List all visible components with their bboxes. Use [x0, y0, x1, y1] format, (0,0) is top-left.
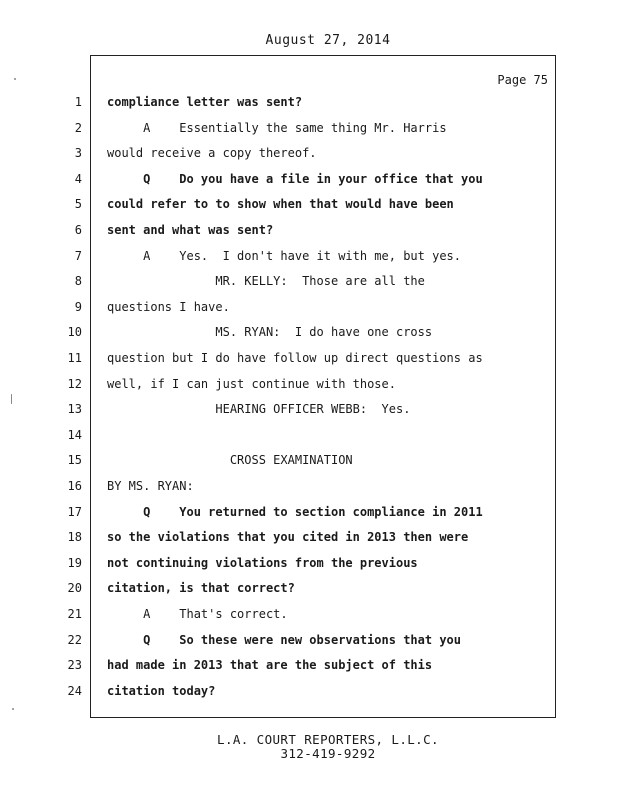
transcript-line: could refer to to show when that would have been — [107, 197, 454, 212]
line-number: 1 — [74, 95, 82, 109]
transcript-line: MS. RYAN: I do have one cross — [107, 325, 433, 340]
line-number: 13 — [67, 402, 82, 417]
transcript-line: not continuing violations from the previous — [107, 555, 418, 570]
line-number: 17 — [67, 504, 82, 519]
line-number: 18 — [67, 530, 82, 545]
line-number: 10 — [67, 325, 82, 340]
line-number: 16 — [67, 479, 82, 493]
header-date: August 27, 2014 — [265, 33, 391, 48]
line-number: 2 — [74, 120, 82, 135]
transcript-line: would receive a copy thereof. — [107, 146, 317, 161]
line-number: 14 — [67, 427, 82, 442]
footer-phone: 312-419-9292 — [280, 746, 376, 761]
transcript-line: A Essentially the same thing Mr. Harris — [107, 120, 447, 135]
transcript-line: question but I do have follow up direct questions as — [107, 351, 483, 365]
line-number: 20 — [67, 581, 82, 596]
line-number: 19 — [67, 555, 82, 570]
transcript-line: BY MS. RYAN: — [107, 479, 194, 493]
footer-company: L.A. COURT REPORTERS, L.L.C. — [217, 732, 439, 747]
line-number: 7 — [74, 248, 82, 263]
transcript-line: so the violations that you cited in 2013 then were — [107, 530, 469, 545]
scan-speck — [11, 394, 12, 404]
line-number: 5 — [74, 197, 82, 212]
transcript-line: citation, is that correct? — [107, 581, 295, 596]
line-number: 6 — [74, 223, 82, 237]
transcript-line: questions I have. — [107, 299, 230, 314]
transcript-line: A That's correct. — [107, 607, 288, 621]
line-number: 15 — [67, 453, 82, 468]
line-number: 4 — [74, 171, 82, 186]
transcript-line: CROSS EXAMINATION — [107, 453, 353, 468]
transcript-line: HEARING OFFICER WEBB: Yes. — [107, 402, 411, 417]
transcript-line: compliance letter was sent? — [107, 95, 303, 109]
line-number: 9 — [74, 299, 82, 314]
scan-speck — [14, 78, 16, 80]
transcript-line: MR. KELLY: Those are all the — [107, 274, 425, 289]
line-number: 12 — [67, 376, 82, 391]
transcript-line: Q So these were new observations that you — [107, 632, 462, 647]
transcript-line: Q Do you have a file in your office that you — [107, 171, 483, 186]
line-number: 21 — [67, 607, 82, 621]
transcript-line: citation today? — [107, 683, 216, 698]
line-number: 22 — [67, 632, 82, 647]
line-number: 23 — [67, 658, 82, 673]
transcript-line: Q You returned to section compliance in 2011 — [107, 504, 483, 519]
page-number: Page 75 — [497, 73, 548, 87]
line-number: 11 — [67, 351, 82, 365]
line-number: 8 — [74, 274, 82, 289]
transcript-line: had made in 2013 that are the subject of this — [107, 658, 433, 673]
line-number: 3 — [74, 146, 82, 161]
line-number: 24 — [67, 683, 82, 698]
transcript-line: A Yes. I don't have it with me, but yes. — [107, 248, 462, 263]
transcript-line: sent and what was sent? — [107, 223, 274, 237]
transcript-line: well, if I can just continue with those. — [107, 376, 396, 391]
scan-speck — [12, 708, 14, 710]
